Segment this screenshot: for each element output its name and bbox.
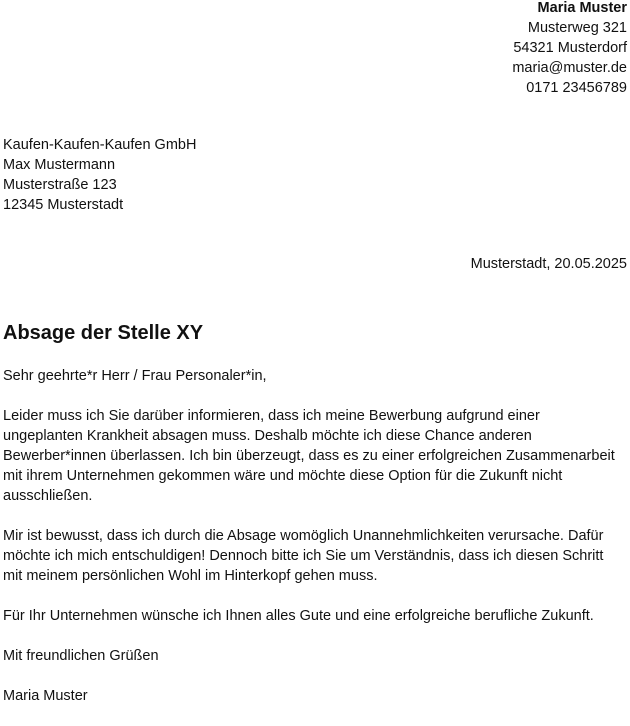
recipient-city: 12345 Musterstadt bbox=[3, 197, 124, 213]
recipient-street: Musterstraße 123 bbox=[3, 177, 117, 193]
letter-body bbox=[3, 366, 625, 726]
paragraph-1 bbox=[3, 406, 625, 506]
sender-name: Maria Muster bbox=[537, 0, 627, 16]
paragraph-2 bbox=[3, 526, 625, 586]
paragraph-line: Bewerber*innen überlassen. Ich bin überzeugt, dass es zu einer erfolgreichen Zusammenarbeit bbox=[3, 448, 615, 464]
paragraph-line: mit meinem persönlichen Wohl im Hinterkopf gehen muss. bbox=[3, 568, 378, 584]
letter-date: Musterstadt, 20.05.2025 bbox=[470, 256, 627, 272]
paragraph-line: Leider muss ich Sie darüber informieren, dass ich meine Bewerbung aufgrund einer bbox=[3, 408, 540, 424]
paragraph-3 bbox=[3, 606, 625, 626]
sender-email: maria@muster.de bbox=[512, 60, 627, 76]
sender-phone: 0171 23456789 bbox=[526, 80, 627, 96]
paragraph-line: ausschließen. bbox=[3, 488, 93, 504]
closing: Mit freundlichen Grüßen bbox=[3, 648, 159, 664]
letter-subject: Absage der Stelle XY bbox=[3, 322, 204, 344]
paragraph-line: ungeplanten Krankheit absagen muss. Deshalb möchte ich diese Chance anderen bbox=[3, 428, 532, 444]
salutation: Sehr geehrte*r Herr / Frau Personaler*in, bbox=[3, 368, 267, 384]
recipient-person: Max Mustermann bbox=[3, 157, 116, 173]
sender-address bbox=[512, 0, 627, 98]
signature: Maria Muster bbox=[3, 688, 88, 704]
paragraph-line: Mir ist bewusst, dass ich durch die Absage womöglich Unannehmlichkeiten verursache. Dafür bbox=[3, 528, 604, 544]
paragraph-line: Für Ihr Unternehmen wünsche ich Ihnen alles Gute und eine erfolgreiche berufliche Zukunft. bbox=[3, 608, 594, 624]
sender-street: Musterweg 321 bbox=[527, 20, 627, 36]
paragraph-line: mit ihrem Unternehmen gekommen wäre und möchte diese Option für die Zukunft nicht bbox=[3, 468, 563, 484]
recipient-address bbox=[3, 135, 196, 215]
paragraph-line: möchte ich mich entschuldigen! Dennoch bitte ich Sie um Verständnis, dass ich diesen Schritt bbox=[3, 548, 604, 564]
recipient-company: Kaufen-Kaufen-Kaufen GmbH bbox=[3, 137, 197, 153]
sender-city: 54321 Musterdorf bbox=[513, 40, 627, 56]
